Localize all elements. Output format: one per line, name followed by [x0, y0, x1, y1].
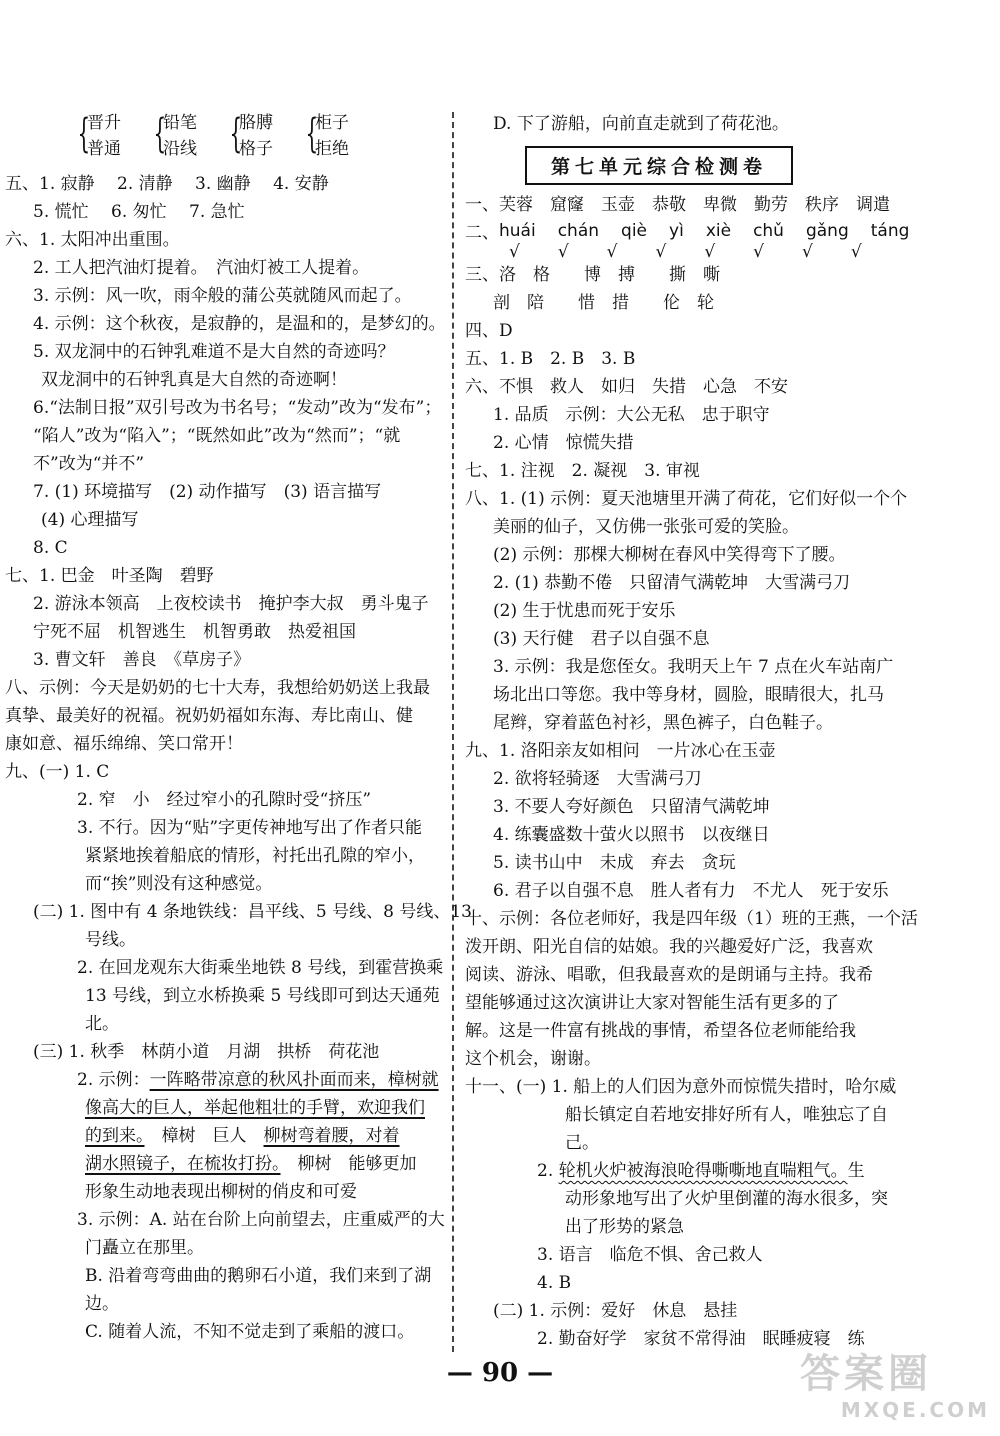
answer-line	[5, 1150, 445, 1178]
unit-title: 第七单元综合检测卷	[525, 146, 793, 185]
answer-line: 号线。	[85, 930, 136, 950]
check-marks: √√√√√√√√	[509, 242, 900, 262]
right-answer-lines	[465, 261, 985, 1157]
page-number: — 90 —	[446, 1358, 554, 1388]
answer-line: 船长镇定自若地安排好所有人，唯独忘了自	[565, 1105, 888, 1125]
answer-line: 七、1. 注视 2. 凝视 3. 审视	[465, 461, 700, 481]
answer-line: D. 下了游船，向前直走就到了荷花池。	[493, 114, 789, 134]
answer-text: 柳树 能够更加	[280, 1154, 417, 1174]
answer-line	[5, 1122, 445, 1150]
answer-line: 三、洛 格 博 搏 撕 嘶	[465, 265, 720, 285]
word-pair	[303, 110, 349, 166]
brace-icon: {	[77, 111, 91, 157]
answer-line: 2. 工人把汽油灯提着。 汽油灯被工人提着。	[33, 258, 370, 278]
pinyin-item: táng	[870, 221, 910, 241]
pair-bottom: 沿线	[163, 139, 197, 159]
answer-line: 四、D	[465, 321, 513, 341]
answer-line: 宁死不屈 机智逃生 机智勇敢 热爱祖国	[33, 622, 356, 642]
answer-line: B. 沿着弯弯曲曲的鹅卵石小道，我们来到了湖	[85, 1266, 432, 1286]
answer-line: 八、1. (1) 示例：夏天池塘里开满了荷花，它们好似一个个	[465, 489, 908, 509]
answer-line: (三) 1. 秋季 林荫小道 月湖 拱桥 荷花池	[33, 1042, 380, 1062]
answer-line: 3. 曹文轩 善良 《草房子》	[33, 650, 251, 670]
answer-line: (二) 1. 示例：爱好 休息 悬挂	[493, 1301, 738, 1321]
left-answer-lines	[5, 170, 472, 1038]
underlined-text: 柳树弯着腰，对着	[263, 1126, 400, 1146]
answer-line: (二) 1. 图中有 4 条地铁线：昌平线、5 号线、8 号线、13	[33, 902, 472, 922]
answer-line: 门矗立在那里。	[85, 1238, 204, 1258]
example-label: 2. 示例：	[77, 1070, 150, 1090]
answer-line: 5. 双龙洞中的石钟乳难道不是大自然的奇迹吗？	[33, 342, 395, 362]
answer-line: 尾辫，穿着蓝色衬衫，黑色裤子，白色鞋子。	[493, 713, 833, 733]
word-pairs	[5, 110, 445, 166]
answer-line: 3. 示例：风一吹，雨伞般的蒲公英就随风而起了。	[33, 286, 412, 306]
item-label: 2.	[537, 1161, 559, 1181]
answer-line: 这个机会，谢谢。	[465, 1049, 601, 1069]
underlined-text: 湖水照镜子，在梳妆打扮。	[85, 1154, 281, 1174]
answer-line: 5. 读书山中 未成 弃去 贪玩	[493, 853, 736, 873]
answer-line: “陷人”改为“陷入”；“既然如此”改为“然而”；“就	[33, 426, 401, 446]
answer-line	[5, 1094, 445, 1122]
pinyin-item: gǎng	[805, 221, 849, 241]
pinyin-block	[465, 219, 985, 261]
answer-line: 八、示例：今天是奶奶的七十大寿，我想给奶奶送上我最	[5, 678, 430, 698]
answer-line: 双龙洞中的石钟乳真是大自然的奇迹啊！	[41, 370, 347, 390]
left-tail-lines	[5, 1206, 445, 1346]
pair-bottom: 普通	[87, 139, 121, 159]
answer-line: 出了形势的紧急	[565, 1217, 684, 1237]
pair-bottom: 格子	[239, 139, 273, 159]
pair-top: 柜子	[315, 113, 349, 133]
wavy-underlined-text: 轮机火炉被海浪呛得嘶嘶地直喘粗气。	[558, 1161, 848, 1181]
pinyin-item: xiè	[705, 221, 732, 241]
brace-icon: {	[153, 111, 167, 157]
answer-line: C. 随着人流，不知不觉走到了乘船的渡口。	[85, 1322, 415, 1342]
pinyin-row	[499, 219, 931, 243]
answer-line: 2. 心情 惊慌失措	[493, 433, 634, 453]
brace-icon: {	[305, 111, 319, 157]
answer-line: 2. 欲将轻骑逐 大雪满弓刀	[493, 769, 702, 789]
pair-top: 胳膊	[239, 113, 273, 133]
answer-line: 2. 在回龙观东大街乘坐地铁 8 号线，到霍营换乘	[77, 958, 444, 978]
left-column	[5, 110, 472, 1346]
answer-line: 九、(一) 1. C	[5, 762, 110, 782]
answer-line: 康如意、福乐绵绵、笑口常开！	[5, 734, 243, 754]
answer-line: 3. 语言 临危不惧、舍己救人	[537, 1245, 763, 1265]
column-divider	[452, 112, 454, 1352]
answer-line: 不”改为“并不”	[33, 454, 145, 474]
answer-line: 13 号线，到立水桥换乘 5 号线即可到达天通苑	[85, 986, 440, 1006]
answer-line: 己。	[565, 1133, 599, 1153]
answer-line: 六、不惧 救人 如归 失措 心急 不安	[465, 377, 788, 397]
answer-line: 2. (1) 恭勤不倦 只留清气满乾坤 大雪满弓刀	[493, 573, 851, 593]
answer-line: (3) 天行健 君子以自强不息	[493, 629, 710, 649]
section-label: 二、	[465, 223, 499, 243]
answer-line: (2) 生于忧患而死于安乐	[493, 601, 676, 621]
pair-bottom: 拒绝	[315, 139, 349, 159]
answer-text: 樟树 巨人	[144, 1126, 264, 1146]
underlined-text: 一阵略带凉意的秋风扑面而来，樟树就	[149, 1070, 439, 1090]
answer-line: (2) 示例：那棵大柳树在春风中笑得弯下了腰。	[493, 545, 846, 565]
answer-line: 1. 品质 示例：大公无私 忠于职守	[493, 405, 770, 425]
answer-line: 北。	[85, 1014, 119, 1034]
word-pair	[227, 110, 273, 166]
answer-line: 一、芙蓉 窟窿 玉壶 恭敬 卑微 勤劳 秩序 调遣	[465, 195, 890, 215]
answer-line: 解。这是一件富有挑战的事情，希望各位老师能给我	[465, 1021, 856, 1041]
answer-line: 2. 窄 小 经过窄小的孔隙时受“挤压”	[77, 790, 372, 810]
watermark-url: MXQE.COM	[840, 1398, 990, 1422]
brace-icon: {	[229, 111, 243, 157]
answer-line: 7. (1) 环境描写 (2) 动作描写 (3) 语言描写	[33, 482, 382, 502]
word-pair	[75, 110, 121, 166]
watermark-logo	[800, 1350, 990, 1430]
answer-line: 4. B	[537, 1273, 572, 1293]
pinyin-item: huái	[499, 221, 536, 241]
answer-line: 十一、(一) 1. 船上的人们因为意外而惊慌失措时，哈尔威	[465, 1077, 897, 1097]
answer-line	[5, 1066, 445, 1094]
answer-line: 3. 示例：A. 站在台阶上向前望去，庄重威严的大	[77, 1210, 445, 1230]
answer-line: 泼开朗、阳光自信的姑娘。我的兴趣爱好广泛，我喜欢	[465, 937, 873, 957]
answer-line: 2. 游泳本领高 上夜校读书 掩护李大叔 勇斗鬼子	[33, 594, 429, 614]
watermark-title: 答案圈	[800, 1351, 932, 1397]
pair-top: 铅笔	[163, 113, 197, 133]
pinyin-item: yì	[669, 221, 684, 241]
answer-line: 真挚、最美好的祝福。祝奶奶福如东海、寿比南山、健	[5, 706, 413, 726]
answer-line: 5. 慌忙 6. 匆忙 7. 急忙	[33, 202, 245, 222]
answer-line: 剖 陪 惜 措 伦 轮	[493, 293, 714, 313]
answer-line: 4. 示例：这个秋夜，是寂静的，是温和的，是梦幻的。	[33, 314, 446, 334]
answer-line: 形象生动地表现出柳树的俏皮和可爱	[85, 1182, 357, 1202]
pinyin-item: chǔ	[753, 221, 784, 241]
answer-line: 6. 君子以自强不息 胜人者有力 不尤人 死于安乐	[493, 881, 889, 901]
answer-line: 动形象地写出了火炉里倒灌的海水很多，突	[565, 1189, 888, 1209]
answer-line: 边。	[85, 1294, 119, 1314]
answer-line: 五、1. B 2. B 3. B	[465, 349, 636, 369]
answer-line: 场北出口等您。我中等身材，圆脸，眼睛很大，扎马	[493, 685, 884, 705]
answer-line: 4. 练囊盛数十萤火以照书 以夜继日	[493, 825, 770, 845]
pinyin-item: chán	[557, 221, 600, 241]
answer-line: 6.“法制日报”双引号改为书名号；“发动”改为“发布”；	[33, 398, 442, 418]
answer-line: 七、1. 巴金 叶圣陶 碧野	[5, 566, 214, 586]
answer-line: 3. 不行。因为“贴”字更传神地写出了作者只能	[77, 818, 423, 838]
answer-line: 九、1. 洛阳亲友如相问 一片冰心在玉壶	[465, 741, 776, 761]
pair-top: 晋升	[87, 113, 121, 133]
answer-line: 六、1. 太阳冲出重围。	[5, 230, 180, 250]
pinyin-item: qiè	[621, 221, 648, 241]
answer-line: 2. 勤奋好学 家贫不常得油 眠睡疲寝 练	[537, 1329, 865, 1349]
answer-line: 阅读、游泳、唱歌，但我最喜欢的是朗诵与主持。我希	[465, 965, 873, 985]
answer-text: 生	[847, 1161, 865, 1181]
answer-line: 望能够通过这次演讲让大家对智能生活有更多的了	[465, 993, 839, 1013]
answer-line: (4) 心理描写	[41, 510, 139, 530]
answer-line: 3. 不要人夸好颜色 只留清气满乾坤	[493, 797, 770, 817]
answer-line: 五、1. 寂静 2. 清静 3. 幽静 4. 安静	[5, 174, 329, 194]
underlined-text: 的到来。	[85, 1126, 145, 1146]
answer-line: 十、示例：各位老师好，我是四年级（1）班的王燕，一个活	[465, 909, 918, 929]
answer-line: 紧紧地挨着船底的情形，衬托出孔隙的窄小，	[85, 846, 425, 866]
underlined-text: 像高大的巨人，举起他粗壮的手臂，欢迎我们	[85, 1098, 425, 1118]
answer-line: 3. 示例：我是您侄女。我明天上午 7 点在火车站南广	[493, 657, 894, 677]
word-pair	[151, 110, 197, 166]
answer-line: 美丽的仙子，又仿佛一张张可爱的笑脸。	[493, 517, 799, 537]
answer-line: 8. C	[33, 538, 68, 558]
answer-line: 而“挨”则没有这种感觉。	[85, 874, 273, 894]
right-column	[465, 110, 985, 1353]
right-tail-lines	[465, 1185, 985, 1353]
answer-line	[465, 1157, 985, 1185]
